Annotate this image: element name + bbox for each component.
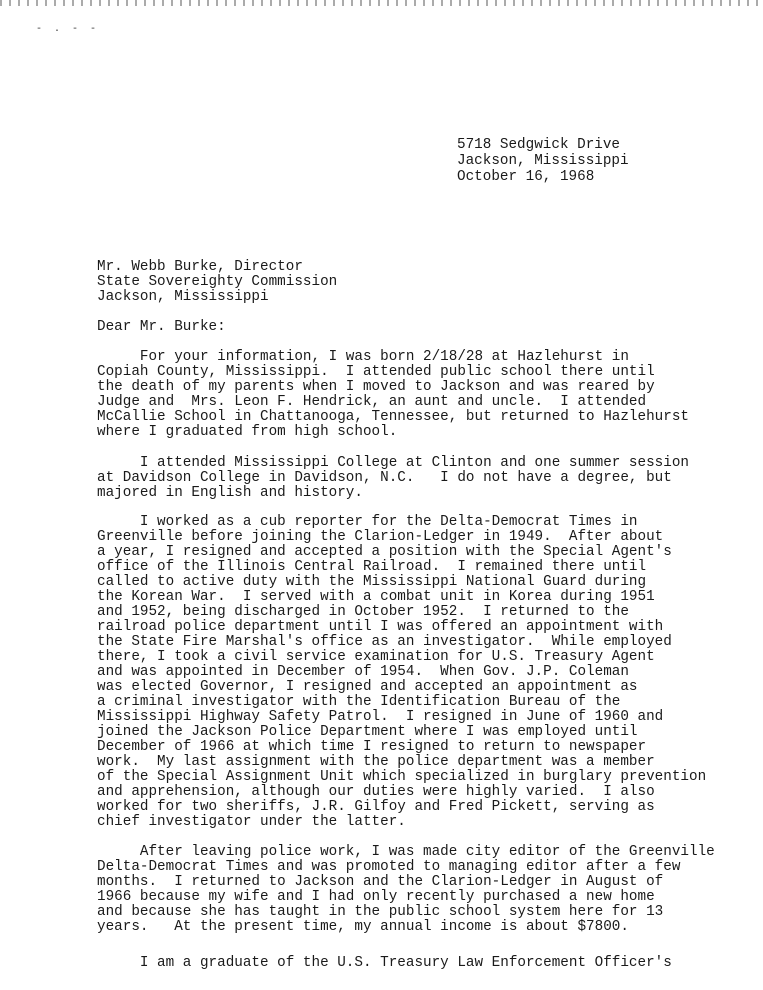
body-line: I am a graduate of the U.S. Treasury Law Enforcement Officer's — [97, 955, 672, 971]
body-line: and because she has taught in the public school system here for 13 — [97, 904, 664, 920]
body-line: a year, I resigned and accepted a position with the Special Agent's — [97, 544, 672, 560]
body-line: was elected Governor, I resigned and accepted an appointment as — [97, 679, 638, 695]
body-line: Delta-Democrat Times and was promoted to managing editor after a few — [97, 859, 681, 875]
body-line: the death of my parents when I moved to Jackson and was reared by — [97, 379, 655, 395]
body-line: joined the Jackson Police Department where I was employed until — [97, 724, 638, 740]
body-line: 1966 because my wife and I had only recently purchased a new home — [97, 889, 655, 905]
body-line: work. My last assignment with the police department was a member — [97, 754, 655, 770]
body-line: McCallie School in Chattanooga, Tennessee, but returned to Hazlehurst — [97, 409, 689, 425]
body-line: I worked as a cub reporter for the Delta-Democrat Times in — [97, 514, 638, 530]
body-line: at Davidson College in Davidson, N.C. I do not have a degree, but — [97, 470, 672, 486]
sender-street: 5718 Sedgwick Drive — [457, 137, 621, 153]
body-line: chief investigator under the latter. — [97, 814, 406, 830]
body-line: Copiah County, Mississippi. I attended public school there until — [97, 364, 655, 380]
recipient-name: Mr. Webb Burke, Director — [97, 259, 303, 275]
recipient-organization: State Sovereighty Commission — [97, 274, 338, 290]
sender-city: Jackson, Mississippi — [457, 153, 629, 169]
body-line: After leaving police work, I was made city editor of the Greenville — [97, 844, 715, 860]
body-line: and apprehension, although our duties were highly varied. I also — [97, 784, 655, 800]
body-line: and was appointed in December of 1954. When Gov. J.P. Coleman — [97, 664, 629, 680]
body-line: I attended Mississippi College at Clinton and one summer session — [97, 455, 689, 471]
body-line: office of the Illinois Central Railroad. I remained there until — [97, 559, 647, 575]
salutation: Dear Mr. Burke: — [97, 319, 226, 335]
body-line: called to active duty with the Mississippi National Guard during — [97, 574, 647, 590]
body-line: the Korean War. I served with a combat unit in Korea during 1951 — [97, 589, 655, 605]
body-line: months. I returned to Jackson and the Clarion-Ledger in August of — [97, 874, 664, 890]
body-line: railroad police department until I was offered an appointment with — [97, 619, 664, 635]
body-line: where I graduated from high school. — [97, 424, 398, 440]
letter-date: October 16, 1968 — [457, 169, 595, 185]
body-line: of the Special Assignment Unit which specialized in burglary prevention — [97, 769, 707, 785]
body-line: Greenville before joining the Clarion-Ledger in 1949. After about — [97, 529, 664, 545]
body-line: and 1952, being discharged in October 1952. I returned to the — [97, 604, 629, 620]
scan-edge-artifact — [0, 0, 763, 6]
recipient-city: Jackson, Mississippi — [97, 289, 269, 305]
body-line: Judge and Mrs. Leon F. Hendrick, an aunt and uncle. I attended — [97, 394, 647, 410]
body-line: For your information, I was born 2/18/28 at Hazlehurst in — [97, 349, 629, 365]
body-line: a criminal investigator with the Identification Bureau of the — [97, 694, 621, 710]
body-line: years. At the present time, my annual income is about $7800. — [97, 919, 629, 935]
body-line: there, I took a civil service examination for U.S. Treasury Agent — [97, 649, 655, 665]
body-line: the State Fire Marshal's office as an investigator. While employed — [97, 634, 672, 650]
scan-specks: - . - - — [36, 24, 100, 35]
body-line: Mississippi Highway Safety Patrol. I resigned in June of 1960 and — [97, 709, 664, 725]
body-line: worked for two sheriffs, J.R. Gilfoy and Fred Pickett, serving as — [97, 799, 655, 815]
body-line: majored in English and history. — [97, 485, 363, 501]
body-line: December of 1966 at which time I resigned to return to newspaper — [97, 739, 647, 755]
